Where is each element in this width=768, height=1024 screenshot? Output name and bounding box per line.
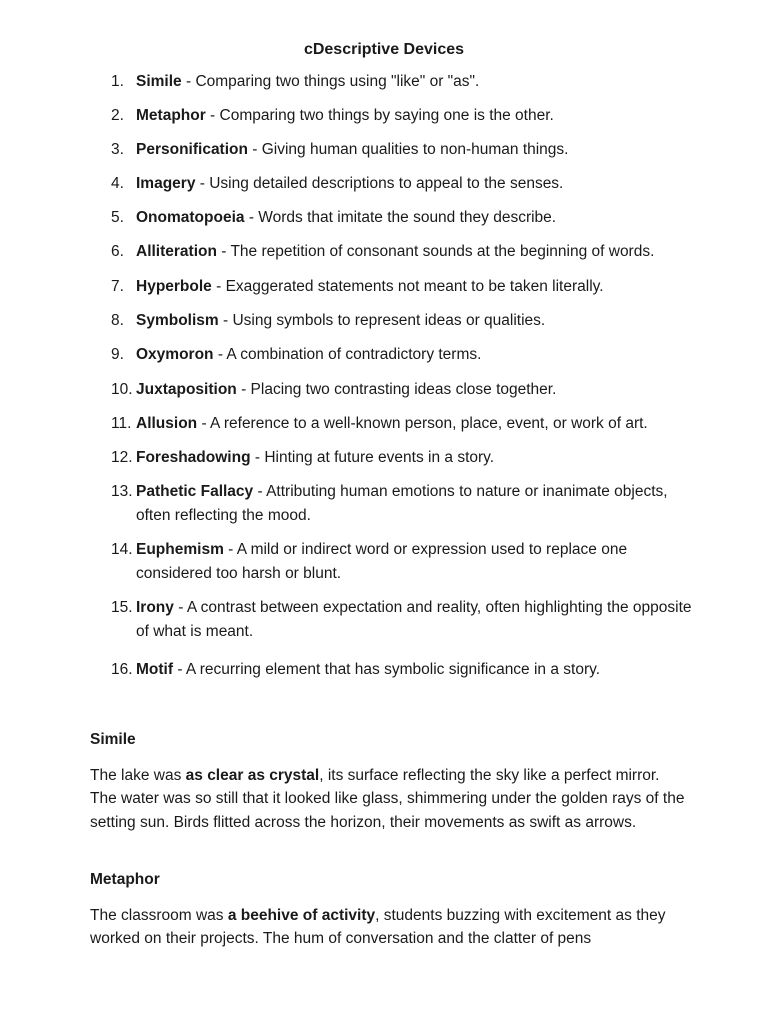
section-metaphor (90, 868, 690, 951)
item-text (136, 138, 696, 162)
paragraph-text: , its surface reflecting the sky like a perfect mirror. The water was so still that it looked like glass, shimmering under the golden rays of the setting sun. Birds flitted across the horizon, their movements as swift as arrows. (90, 766, 685, 831)
item-number: 14. (111, 541, 133, 558)
item-definition: - A combination of contradictory terms. (213, 346, 482, 363)
item-text (136, 446, 696, 470)
item-definition: - Giving human qualities to non-human things. (247, 141, 569, 158)
item-number: 8. (111, 312, 124, 329)
item-number: 10. (111, 381, 133, 398)
paragraph-text: , students buzzing with excitement as they worked on their projects. The hum of conversation and the clatter of pens (90, 906, 666, 947)
item-term: Alliteration (136, 243, 217, 260)
item-text (136, 70, 696, 94)
item-term: Metaphor (136, 107, 206, 124)
item-definition: - Using detailed descriptions to appeal to the senses. (195, 175, 564, 192)
item-text (136, 378, 696, 402)
item-number: 3. (111, 141, 124, 158)
item-text (136, 596, 696, 644)
item-number: 13. (111, 483, 133, 500)
item-definition: - Hinting at future events in a story. (250, 449, 495, 466)
item-term: Hyperbole (136, 278, 212, 295)
item-text (136, 480, 696, 528)
document-title: cDescriptive Devices (303, 41, 465, 58)
paragraph-emphasis: a beehive of activity (227, 906, 376, 924)
item-text (136, 538, 696, 586)
item-definition: - A reference to a well-known person, place, event, or work of art. (197, 415, 648, 432)
item-number: 2. (111, 107, 124, 124)
paragraph-text: The classroom was (90, 906, 228, 924)
section-heading-metaphor: Metaphor (90, 871, 160, 888)
item-number: 7. (111, 278, 124, 295)
item-number: 6. (111, 243, 124, 260)
item-definition: - Comparing two things by saying one is the other. (205, 107, 554, 124)
item-text (136, 172, 696, 196)
item-definition: - A contrast between expectation and reality, often highlighting the opposite of what is meant. (136, 599, 692, 640)
item-term: Euphemism (136, 541, 224, 558)
paragraph-text: The lake was (90, 766, 186, 784)
item-term: Simile (136, 73, 182, 90)
item-term: Irony (136, 599, 174, 616)
item-definition: - A recurring element that has symbolic significance in a story. (173, 661, 601, 678)
item-term: Pathetic Fallacy (136, 483, 254, 500)
item-text (136, 658, 696, 682)
item-term: Oxymoron (136, 346, 214, 363)
item-definition: - The repetition of consonant sounds at the beginning of words. (216, 243, 655, 260)
item-number: 5. (111, 209, 124, 226)
item-term: Personification (136, 141, 248, 158)
paragraph-emphasis: as clear as crystal (185, 766, 320, 784)
item-number: 9. (111, 346, 124, 363)
paragraph-metaphor (90, 904, 690, 951)
item-number: 11. (111, 415, 132, 432)
item-number: 16. (111, 661, 133, 678)
item-term: Imagery (136, 175, 196, 192)
item-text (136, 412, 696, 436)
item-definition: - Exaggerated statements not meant to be taken literally. (211, 278, 604, 295)
item-term: Motif (136, 661, 174, 678)
item-text (136, 343, 696, 367)
paragraph-simile (90, 764, 690, 835)
item-text (136, 309, 696, 333)
item-term: Symbolism (136, 312, 219, 329)
section-simile (90, 728, 690, 834)
item-term: Juxtaposition (136, 381, 237, 398)
item-term: Allusion (136, 415, 198, 432)
item-term: Foreshadowing (136, 449, 251, 466)
item-number: 4. (111, 175, 124, 192)
item-definition: - Attributing human emotions to nature or inanimate objects, often reflecting the mood. (136, 483, 668, 524)
item-text (136, 104, 696, 128)
item-definition: - Using symbols to represent ideas or qualities. (218, 312, 546, 329)
item-term: Onomatopoeia (136, 209, 245, 226)
item-number: 1. (111, 73, 124, 90)
item-definition: - Placing two contrasting ideas close together. (236, 381, 557, 398)
item-definition: - A mild or indirect word or expression used to replace one considered too harsh or blunt. (136, 541, 628, 582)
item-number: 12. (111, 449, 133, 466)
item-number: 15. (111, 599, 133, 616)
section-heading-simile: Simile (90, 731, 136, 748)
item-text (136, 275, 696, 299)
item-text (136, 206, 696, 230)
item-definition: - Words that imitate the sound they describe. (244, 209, 557, 226)
item-definition: - Comparing two things using "like" or "as". (181, 73, 480, 90)
item-text (136, 240, 696, 264)
